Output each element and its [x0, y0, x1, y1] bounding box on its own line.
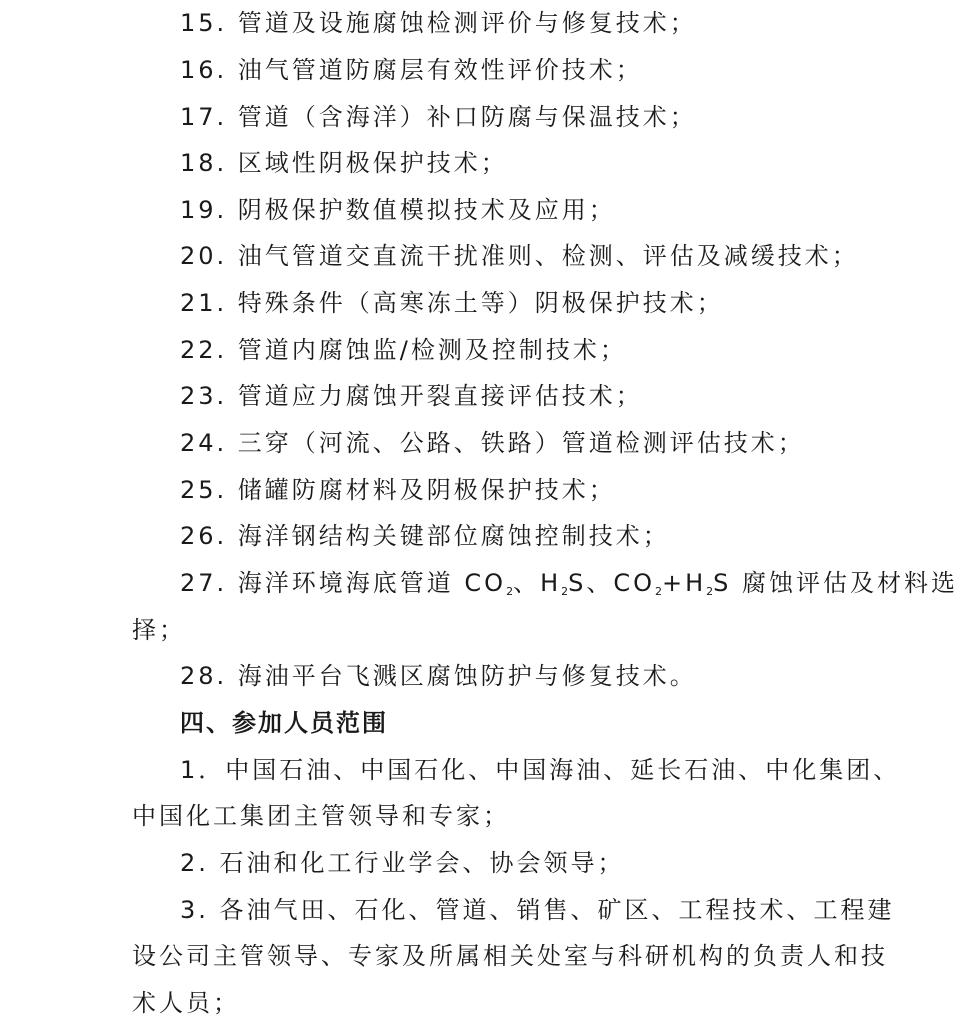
list-item-19: 19. 阴极保护数值模拟技术及应用；: [180, 196, 616, 224]
list-item-27-continuation: 择；: [132, 616, 186, 644]
paragraph-2: 2. 石油和化工行业学会、协会领导；: [180, 849, 625, 877]
item27-sub-3: 2: [655, 585, 663, 598]
item27-sub-2: 2: [561, 585, 569, 598]
list-item-26: 26. 海洋钢结构关键部位腐蚀控制技术；: [180, 522, 670, 550]
item27-mid-1: 、H: [513, 569, 562, 597]
list-item-18: 18. 区域性阴极保护技术；: [180, 149, 508, 177]
list-item-23: 23. 管道应力腐蚀开裂直接评估技术；: [180, 382, 643, 410]
section-heading: 四、参加人员范围: [180, 709, 388, 737]
list-item-15: 15. 管道及设施腐蚀检测评价与修复技术；: [180, 9, 697, 37]
list-item-28: 28. 海油平台飞溅区腐蚀防护与修复技术。: [180, 662, 697, 690]
list-item-20: 20. 油气管道交直流干扰准则、检测、评估及减缓技术；: [180, 242, 859, 270]
list-item-17: 17. 管道（含海洋）补口防腐与保温技术；: [180, 103, 697, 131]
list-item-21: 21. 特殊条件（高寒冻土等）阴极保护技术；: [180, 289, 724, 317]
list-item-25: 25. 储罐防腐材料及阴极保护技术；: [180, 476, 616, 504]
paragraph-3-line-1: 3. 各油气田、石化、管道、销售、矿区、工程技术、工程建: [180, 896, 895, 924]
item27-suffix: S 腐蚀评估及材料选: [713, 569, 959, 597]
list-item-27: [180, 568, 958, 607]
item27-prefix: 27. 海洋环境海底管道 CO: [180, 569, 507, 597]
list-item-22: 22. 管道内腐蚀监/检测及控制技术；: [180, 336, 627, 364]
item27-mid-3: +H: [662, 569, 707, 597]
list-item-24: 24. 三穿（河流、公路、铁路）管道检测评估技术；: [180, 429, 805, 457]
paragraph-3-line-3: 术人员；: [132, 989, 240, 1017]
list-item-16: 16. 油气管道防腐层有效性评价技术；: [180, 56, 643, 84]
item27-mid-2: S、CO: [568, 569, 656, 597]
paragraph-3-line-2: 设公司主管领导、专家及所属相关处室与科研机构的负责人和技: [132, 942, 888, 970]
item27-sub-1: 2: [506, 585, 514, 598]
paragraph-1-line-2: 中国化工集团主管领导和专家；: [132, 802, 510, 830]
item27-sub-4: 2: [706, 585, 714, 598]
paragraph-1-line-1: 1．中国石油、中国石化、中国海油、延长石油、中化集团、: [180, 756, 901, 784]
